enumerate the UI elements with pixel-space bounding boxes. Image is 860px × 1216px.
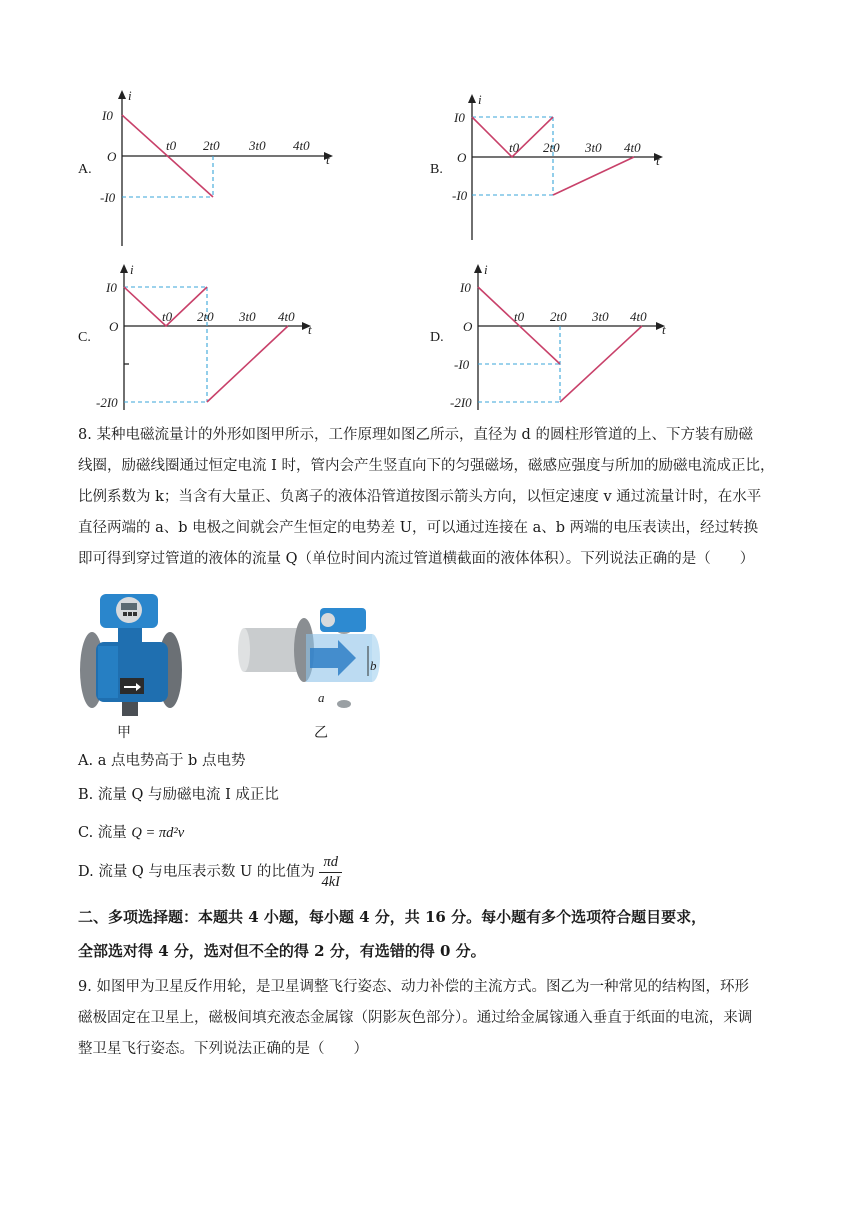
svg-text:I0: I0 <box>460 280 471 295</box>
option-c-letter: C. <box>78 330 91 345</box>
electrode-a-label: a <box>318 690 325 705</box>
svg-text:2t0: 2t0 <box>203 138 220 153</box>
svg-text:-I0: -I0 <box>452 188 468 203</box>
svg-text:O: O <box>109 319 119 334</box>
svg-text:4t0: 4t0 <box>630 309 647 324</box>
q9-line-3: 整卫星飞行姿态。下列说法正确的是（ ） <box>78 1041 368 1057</box>
svg-text:i: i <box>478 92 482 107</box>
y-arrow <box>468 94 476 103</box>
q8-option-c-formula: Q = πd²v <box>131 825 185 841</box>
svg-text:2t0: 2t0 <box>550 309 567 324</box>
section-2-heading <box>78 900 793 968</box>
q8-option-d-fraction <box>319 853 342 892</box>
svg-text:4t0: 4t0 <box>278 309 295 324</box>
fraction-numerator: πd <box>319 853 342 873</box>
svg-text:3t0: 3t0 <box>239 309 256 324</box>
flowmeter-figure-jia <box>78 590 188 724</box>
y-arrow <box>474 264 482 273</box>
q8-option-c <box>78 818 798 849</box>
svg-text:I0: I0 <box>106 280 117 295</box>
q8-line-4: 直径两端的 a、b 电极之间就会产生恒定的电势差 U，可以通过连接在 a、b 两端的电压表读出，经过转换 <box>78 520 759 536</box>
axis-t-label: t <box>326 152 330 167</box>
svg-text:2t0: 2t0 <box>543 140 560 155</box>
q9-line-2: 磁极固定在卫星上，磁极间填充液态金属镓（阴影灰色部分）。通过给金属镓通入垂直于纸面的电流，来调 <box>78 1010 753 1026</box>
q8-option-c-prefix: C. 流量 <box>78 825 132 841</box>
y-arrow <box>120 264 128 273</box>
i0-label: I0 <box>102 108 113 123</box>
graph-a <box>100 88 340 252</box>
graph-a-svg <box>100 88 340 248</box>
svg-text:I0: I0 <box>454 110 465 125</box>
q8-line-2: 线圈，励磁线圈通过恒定电流 I 时，管内会产生竖直向下的匀强磁场，磁感应强度与所加的励磁电流成正比， <box>78 458 775 474</box>
q8-option-d <box>78 852 798 892</box>
q8-option-a: A. a 点电势高于 b 点电势 <box>78 753 246 769</box>
flowmeter-figure-yi <box>240 606 390 720</box>
section-2-line-1: 二、多项选择题：本题共 4 小题，每小题 4 分，共 16 分。每小题有多个选项符合题目要求， <box>78 908 707 926</box>
graph-b <box>452 92 672 246</box>
svg-text:2t0: 2t0 <box>197 309 214 324</box>
fraction-denominator: 4kI <box>321 873 340 890</box>
svg-text:4t0: 4t0 <box>624 140 641 155</box>
current-line-2 <box>553 157 634 195</box>
svg-text:3t0: 3t0 <box>585 140 602 155</box>
q8-line-5: 即可得到穿过管道的液体的流量 Q（单位时间内流过管道横截面的液体体积）。下列说法正确的是（ ） <box>78 551 755 567</box>
svg-text:-2I0: -2I0 <box>450 395 472 410</box>
svg-text:O: O <box>463 319 473 334</box>
figure-caption-yi: 乙 <box>314 725 328 741</box>
option-a-letter: A. <box>78 162 92 177</box>
q8-line-1: 8. 某种电磁流量计的外形如图甲所示，工作原理如图乙所示，直径为 d 的圆柱形管道的上、下方装有励磁 <box>78 427 753 443</box>
section-2-line-2: 全部选对得 4 分，选对但不全的得 2 分，有选错的得 0 分。 <box>78 942 486 960</box>
svg-text:t0: t0 <box>166 138 177 153</box>
figure-caption-jia: 甲 <box>117 725 131 741</box>
graph-d-svg <box>450 262 684 412</box>
question-8-text <box>78 420 793 575</box>
current-line-2 <box>207 326 288 402</box>
q9-line-1: 9. 如图甲为卫星反作用轮，是卫星调整飞行姿态、动力补偿的主流方式。图乙为一种常见的结构图，环形 <box>78 979 749 995</box>
option-b-letter: B. <box>430 162 443 177</box>
option-d-letter: D. <box>430 330 444 345</box>
q8-option-b: B. 流量 Q 与励磁电流 I 成正比 <box>78 787 279 803</box>
svg-text:-2I0: -2I0 <box>96 395 118 410</box>
svg-text:3t0: 3t0 <box>592 309 609 324</box>
q8-line-3: 比例系数为 k；当含有大量正、负离子的液体沿管道按图示箭头方向，以恒定速度 v 通过流量计时，在水平 <box>78 489 762 505</box>
graph-c <box>96 262 330 416</box>
q8-option-d-prefix: D. 流量 Q 与电压表示数 U 的比值为 <box>78 864 315 880</box>
svg-text:3t0: 3t0 <box>249 138 266 153</box>
svg-text:O: O <box>457 150 467 165</box>
graph-c-svg <box>96 262 330 412</box>
svg-text:t: t <box>656 153 660 168</box>
svg-text:t0: t0 <box>514 309 525 324</box>
svg-text:-I0: -I0 <box>454 357 470 372</box>
svg-text:i: i <box>130 262 134 277</box>
svg-text:t: t <box>662 322 666 337</box>
question-9-text <box>78 972 793 1065</box>
svg-text:i: i <box>484 262 488 277</box>
graph-b-svg <box>452 92 672 242</box>
axis-i-label: i <box>128 88 132 103</box>
svg-text:t0: t0 <box>162 309 173 324</box>
neg-i0-label: -I0 <box>100 190 116 205</box>
current-line-2 <box>560 326 642 402</box>
y-arrow <box>118 90 126 99</box>
svg-text:t: t <box>308 322 312 337</box>
graph-d <box>450 262 684 416</box>
origin-label: O <box>107 149 117 164</box>
svg-text:4t0: 4t0 <box>293 138 310 153</box>
electrode-b-label: b <box>370 658 377 673</box>
svg-text:t0: t0 <box>509 140 520 155</box>
